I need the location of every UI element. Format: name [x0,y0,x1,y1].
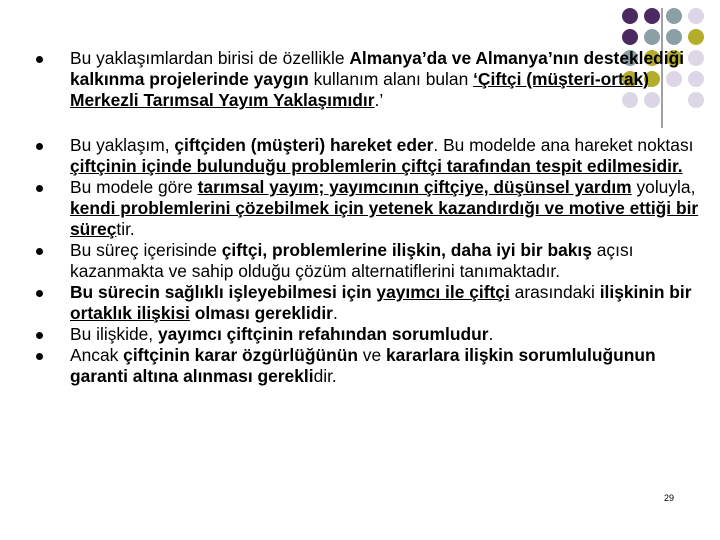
text-run: Bu modele göre [70,177,198,197]
decor-dot [688,8,704,24]
text-run: ilişkinin bir [599,282,692,302]
text-run: tarımsal yayım; yayımcının çiftçiye, düşünsel yardım [197,177,632,197]
text-run: Bu yaklaşımlardan birisi de özellikle [70,48,350,68]
bullet-icon [36,185,43,192]
text-run: çiftçi, problemlerine ilişkin, daha iyi bir bakış [221,240,592,260]
text-run: . [332,303,338,323]
text-run: çiftçinin içinde bulunduğu problemlerin çiftçi tarafından tespit edilmesidir. [70,156,683,176]
text-run: ortaklık ilişkisi [70,303,190,323]
bullet-icon [36,143,43,150]
text-run: Bu yaklaşım, [70,135,175,155]
bullet-icon [36,248,43,255]
bullet-item [36,282,700,324]
text-run: ve [357,345,386,365]
text-run: Ancak [70,345,124,365]
bullet-item [36,345,700,387]
bullet-item [36,240,700,282]
text-run: Almanya’da ve Almanya’nın desteklediği kalkınma projelerinde yaygın [70,48,685,89]
text-run: kararlara ilişkin sorumluluğunun garanti altına alınması gerekli [70,345,656,386]
text-run: arasındaki [509,282,600,302]
text-run: Bu süreç içerisinde [70,240,222,260]
decor-dot [666,29,682,45]
bullet-item [36,135,700,177]
bullet-icon [36,290,43,297]
text-run: dir. [313,366,337,386]
bullet-icon [36,353,43,360]
bullet-text [70,240,633,281]
text-run: . Bu modelde ana hareket noktası [433,135,694,155]
bullet-item [36,48,700,111]
text-run: Bu sürecin sağlıklı işleyebilmesi için [70,282,377,302]
bullet-item [36,177,700,240]
decor-dot [666,8,682,24]
bullet-text [70,177,698,239]
bullet-text [70,324,493,344]
text-run: kendi problemlerini çözebilmek için yetenek kazandırdığı ve motive ettiği bir süreç [70,198,699,239]
bullet-icon [36,56,43,63]
bullet-text [70,282,692,323]
text-run: yayımcı çiftçinin refahından sorumludur [157,324,489,344]
decor-dot [644,29,660,45]
text-run: yayımcı ile çiftçi [376,282,510,302]
text-run: açısı kazanmakta ve sahip olduğu çözüm alternatiflerini tanımaktadır. [70,240,634,281]
text-run: çiftçinin karar özgürlüğünün [123,345,358,365]
decor-dot [644,8,660,24]
bullet-item [36,324,700,345]
text-run: kullanım alanı bulan [308,69,474,89]
bullet-list [36,48,700,387]
decor-dot [622,8,638,24]
decor-dot [688,29,704,45]
text-run: ‘Çiftçi (müşteri-ortak) Merkezli Tarımsal Yayım Yaklaşımıdır [70,69,649,110]
bullet-text [70,48,684,110]
text-run: olması gereklidir [189,303,333,323]
text-run: . [488,324,494,344]
text-run: yoluyla, [631,177,696,197]
text-run: tir. [116,219,135,239]
bullet-icon [36,332,43,339]
bullet-text [70,345,656,386]
text-run: çiftçiden (müşteri) hareket eder [174,135,434,155]
text-run: .’ [374,90,384,110]
bullet-text [70,135,693,176]
page-number: 29 [664,493,675,503]
text-run: Bu ilişkide, [70,324,158,344]
decor-dot [622,29,638,45]
